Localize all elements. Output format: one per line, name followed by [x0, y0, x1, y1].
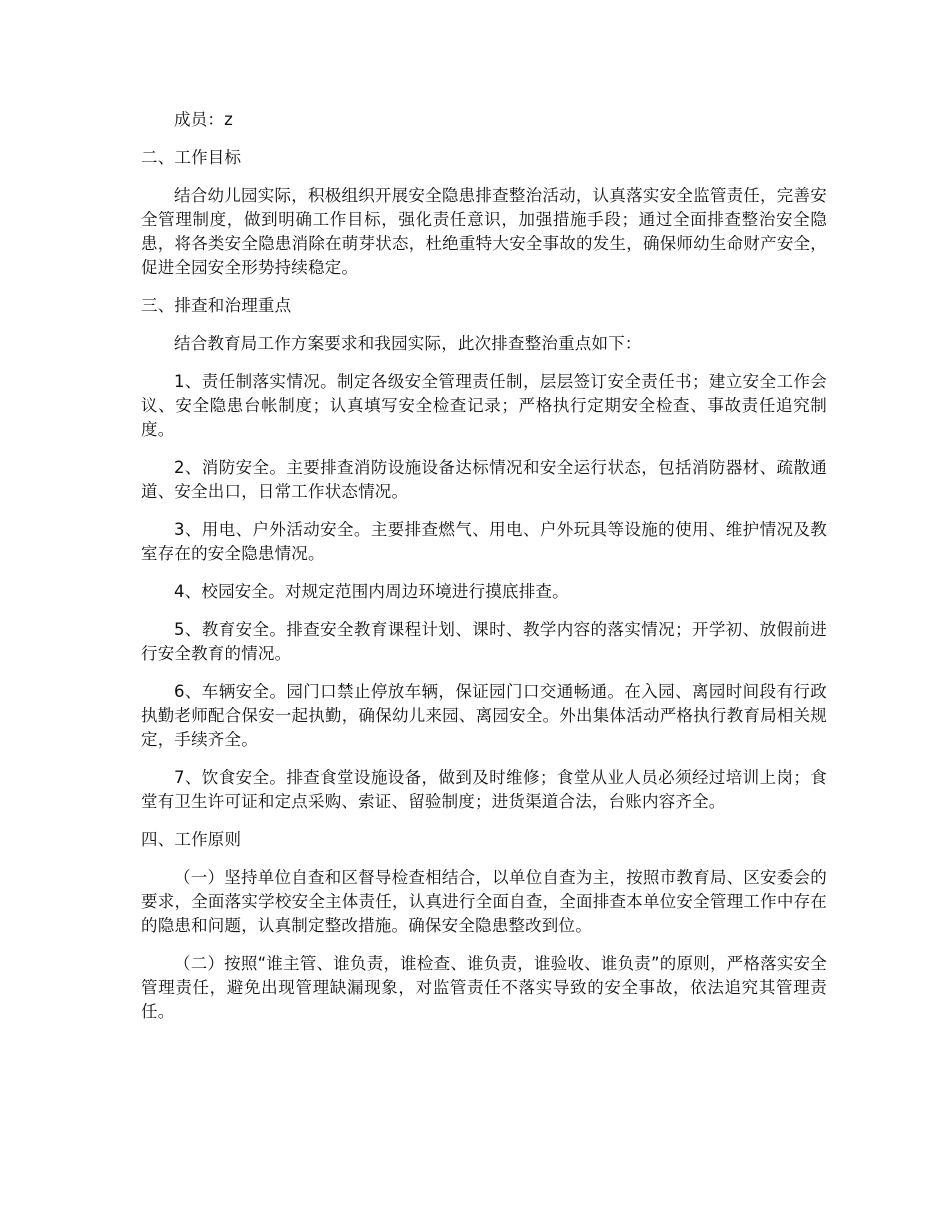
focus-item: 5、教育安全。排查安全教育课程计划、课时、教学内容的落实情况；开学初、放假前进行安全教育的情况。: [141, 620, 827, 663]
section-heading-goals: 二、工作目标: [141, 148, 242, 167]
focus-item: 7、饮食安全。排查食堂设施设备，做到及时维修；食堂从业人员必须经过培训上岗；食堂有卫生许可证和定点采购、索证、留验制度；进货渠道合法，台账内容齐全。: [141, 768, 827, 811]
members-line: 成员：z: [174, 110, 233, 129]
focus-item: 6、车辆安全。园门口禁止停放车辆，保证园门口交通畅通。在入园、离园时间段有行政执勤老师配合保安一起执勤，确保幼儿来园、离园安全。外出集体活动严格执行教育局相关规定，手续齐全。: [141, 682, 827, 749]
focus-item: 3、用电、户外活动安全。主要排查燃气、用电、户外玩具等设施的使用、维护情况及教室存在的安全隐患情况。: [141, 520, 827, 563]
paragraph-goals: 结合幼儿园实际，积极组织开展安全隐患排查整治活动，认真落实安全监管责任，完善安全管理制度，做到明确工作目标，强化责任意识，加强措施手段；通过全面排查整治安全隐患，将各类安全隐患消除在萌芽状态，杜绝重特大安全事故的发生，确保师幼生命财产安全，促进全园安全形势持续稳定。: [141, 186, 827, 277]
document-body: [141, 108, 827, 1038]
focus-item: 1、责任制落实情况。制定各级安全管理责任制，层层签订安全责任书；建立安全工作会议、安全隐患台帐制度；认真填写安全检查记录；严格执行定期安全检查、事故责任追究制度。: [141, 372, 827, 439]
section-heading-principles: 四、工作原则: [141, 830, 242, 849]
principle-item: （二）按照“谁主管、谁负责，谁检查、谁负责，谁验收、谁负责”的原则，严格落实安全管理责任，避免出现管理缺漏现象，对监管责任不落实导致的安全事故，依法追究其管理责任。: [141, 954, 827, 1021]
section-heading-focus: 三、排查和治理重点: [141, 296, 292, 315]
focus-item: 2、消防安全。主要排查消防设施设备达标情况和安全运行状态，包括消防器材、疏散通道、安全出口，日常工作状态情况。: [141, 458, 827, 501]
focus-item: 4、校园安全。对规定范围内周边环境进行摸底排查。: [174, 582, 569, 601]
principle-item: （一）坚持单位自查和区督导检查相结合，以单位自查为主，按照市教育局、区安委会的要求，全面落实学校安全主体责任，认真进行全面自查，全面排查本单位安全管理工作中存在的隐患和问题，认真制定整改措施。确保安全隐患整改到位。: [141, 868, 827, 935]
paragraph-focus-intro: 结合教育局工作方案要求和我园实际，此次排查整治重点如下：: [174, 334, 642, 353]
